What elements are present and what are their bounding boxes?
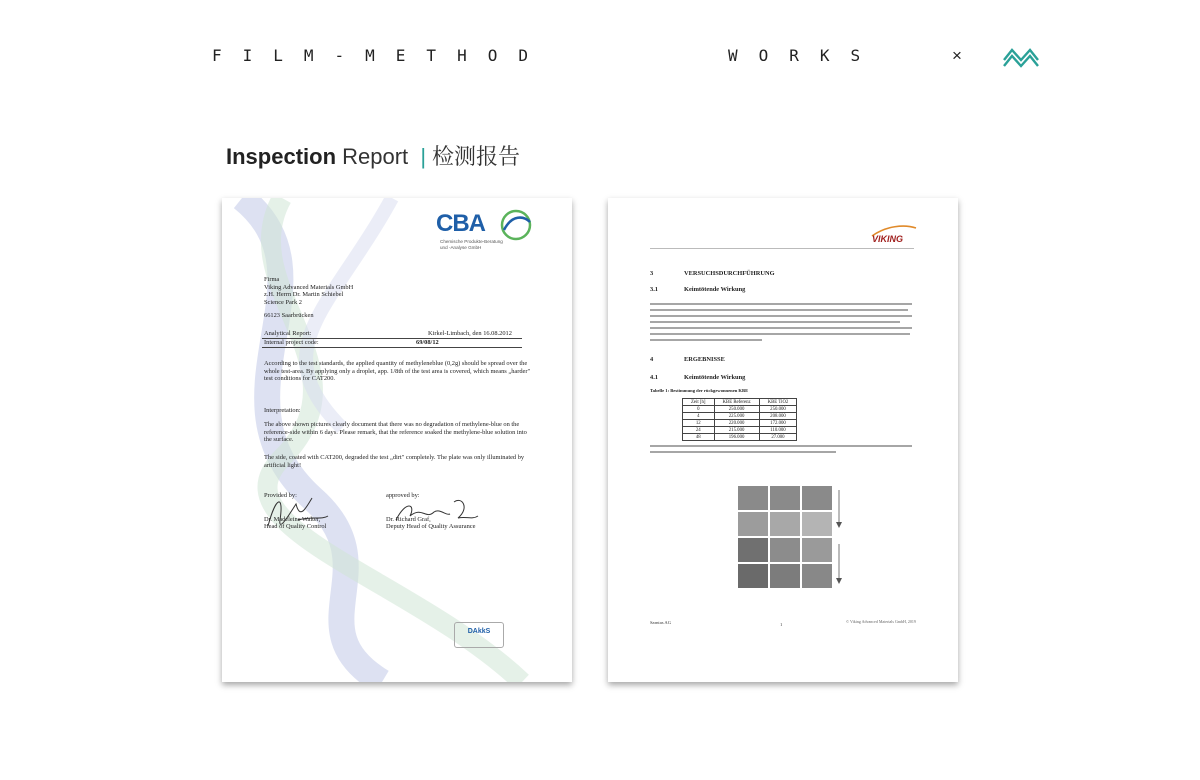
microscopy-image (770, 512, 800, 536)
address-line: Science Park 2 (264, 298, 302, 306)
table-row (683, 413, 797, 420)
title-bold: Inspection (226, 144, 337, 169)
table-row (683, 420, 797, 427)
project-code: 69/08/12 (416, 339, 439, 346)
report-place-date: Kirkel-Limbach, den 16.08.2012 (428, 330, 512, 337)
arrow-down-icon (834, 488, 844, 588)
header-divider (262, 347, 522, 348)
cba-subtitle (440, 239, 503, 250)
table-cell: 225.000 (714, 413, 759, 420)
section-4-number: 4 (650, 356, 654, 363)
section-31-title: Keimtötende Wirkung (684, 286, 746, 293)
page-title (226, 140, 520, 171)
table-cell: 27.000 (759, 434, 797, 441)
microscopy-image-grid (738, 486, 832, 588)
table-row (683, 427, 797, 434)
provided-name: Dr. Madeleine Walter, (264, 516, 321, 523)
paragraph-conclusion: The side, coated with CAT200, degraded the test „dirt" completely. The plate was only illuminated by artificial light! (264, 454, 525, 469)
table-header-cell: KBE Referenz (714, 399, 759, 406)
section-3-title: VERSUCHSDURCHFÜHRUNG (684, 270, 775, 277)
cba-logo: CBA (436, 210, 485, 237)
approved-name: Dr. Richard Graf, (386, 516, 431, 523)
table-cell: 110.000 (759, 427, 797, 434)
table-header-cell: Zeit [h] (683, 399, 715, 406)
microscopy-image (802, 486, 832, 510)
table-header-cell: KBE TiO2 (759, 399, 797, 406)
section-3-number: 3 (650, 270, 654, 277)
title-regular: Report (342, 144, 409, 169)
inspection-document-viking[interactable] (608, 198, 958, 682)
interpretation-label: Interpretation: (264, 407, 301, 414)
microscopy-image (770, 564, 800, 588)
address-block (264, 276, 353, 320)
provided-role: Head of Quality Control (264, 523, 327, 530)
viking-logo: VIKING (872, 234, 904, 244)
table-row (683, 434, 797, 441)
brand-name-left[interactable]: FILM-METHOD (212, 46, 549, 65)
microscopy-image (770, 538, 800, 562)
stamp-text: DAkkS (467, 628, 491, 635)
cba-sub-line: Chemische Produkte-Beratung (440, 239, 503, 244)
table-cell: 250.000 (714, 406, 759, 413)
dakks-accreditation-stamp (454, 622, 504, 648)
table-cell: 215.000 (714, 427, 759, 434)
section-4-title: ERGEBNISSE (684, 356, 725, 363)
table-cell: 48 (683, 434, 715, 441)
paragraph-test-standards: According to the test standards, the applied quantity of methyleneblue (0,2g) should be spread over the whole test-area. By applying only a droplet, app. 1/8th of the test area is covered, which means „harder" test conditions for CAT200. (264, 360, 531, 382)
table-cell: 196.000 (714, 434, 759, 441)
inspection-document-cba[interactable] (222, 198, 572, 682)
microscopy-image (802, 564, 832, 588)
microscopy-image (770, 486, 800, 510)
table-caption: Tabelle 1: Bestimmung der rückgewonnenen KBE (650, 388, 749, 393)
mountain-logo-icon[interactable] (1002, 44, 1040, 70)
cba-swirl-icon (496, 208, 536, 242)
header-divider (650, 248, 914, 249)
microscopy-image (738, 486, 768, 510)
address-line: 66123 Saarbrücken (264, 312, 314, 319)
microscopy-image (802, 538, 832, 562)
table-cell: 172.000 (759, 420, 797, 427)
table-cell: 24 (683, 427, 715, 434)
address-line: Firma (264, 276, 280, 283)
microscopy-image (738, 538, 768, 562)
approved-label: approved by: (386, 492, 420, 499)
title-chinese: 检测报告 (432, 144, 521, 169)
site-header (0, 44, 1200, 74)
microscopy-image (738, 512, 768, 536)
paragraph-interpretation: The above shown pictures clearly document that there was no degradation of methylene-blue on the reference-side within 6 days. Please remark, that the reference soaked the methylene-blue solution into the surface. (264, 421, 527, 443)
signature-walter (262, 490, 332, 540)
cba-sub-line: und -Analyse GmbH (440, 244, 482, 250)
footer-left: Sarntas AG (650, 620, 672, 625)
table-cell: 208.000 (759, 413, 797, 420)
address-line: z.H. Herrn Dr. Martin Schiebel (264, 291, 344, 298)
table-row (683, 406, 797, 413)
body-text-lines (650, 302, 914, 344)
footer-page-number: 1 (780, 622, 783, 627)
approved-role: Deputy Head of Quality Assurance (386, 523, 476, 530)
brand-separator-x: × (952, 46, 962, 65)
table-cell: 220.000 (714, 420, 759, 427)
table-cell: 12 (683, 420, 715, 427)
section-31-number: 3.1 (650, 286, 658, 293)
title-separator: | (420, 144, 427, 169)
project-label: Internal project code: (264, 339, 319, 346)
microscopy-image (802, 512, 832, 536)
report-label: Analytical Report: (264, 330, 312, 337)
address-line: Viking Advanced Materials GmbH (264, 283, 354, 291)
provided-label: Provided by: (264, 492, 297, 499)
table-cell: 4 (683, 413, 715, 420)
kbe-table (682, 398, 797, 441)
section-41-title: Keimtötende Wirkung (684, 374, 746, 381)
body-text-lines (650, 444, 914, 456)
table-cell: 0 (683, 406, 715, 413)
section-41-number: 4.1 (650, 374, 658, 381)
brand-name-right[interactable]: WORKS (728, 46, 882, 65)
footer-right: © Viking Advanced Materials GmbH, 2019 (846, 619, 916, 624)
table-cell: 250.000 (759, 406, 797, 413)
microscopy-image (738, 564, 768, 588)
table-header-row (683, 399, 797, 406)
